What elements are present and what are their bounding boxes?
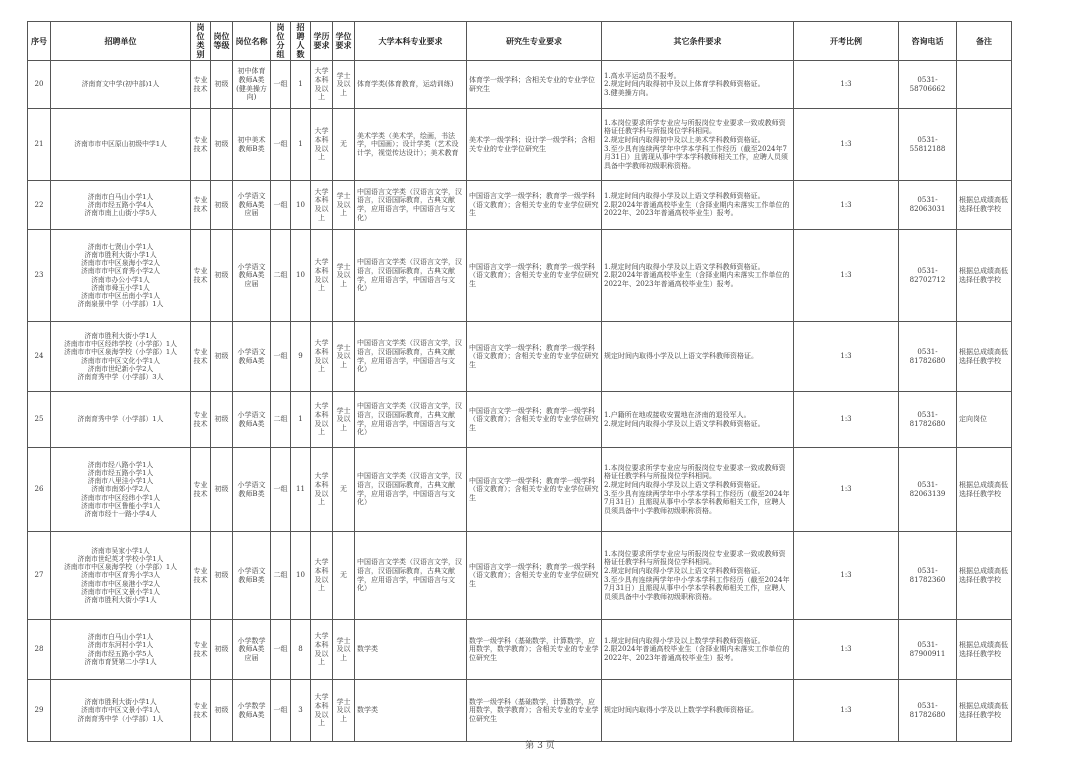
other-conditions-line: 1.本岗位要求所学专业应与所报岗位专业要求一致或教师资格证任教学科与所报岗位学科相同。 <box>604 463 786 481</box>
other-conditions-line: 3.健美操方向。 <box>604 88 653 97</box>
other-conditions <box>602 448 794 532</box>
recruiting-units <box>51 620 191 680</box>
exam-ratio: 1:3 <box>794 680 899 742</box>
undergraduate-majors: 中国语言文学类（汉语言文学，汉语言，汉语国际教育，古典文献学，应用语言学，中国语言与文化） <box>355 448 467 532</box>
other-conditions <box>602 680 794 742</box>
post-level: 初级 <box>211 230 233 322</box>
exam-ratio: 1:3 <box>794 230 899 322</box>
col-header: 备注 <box>957 22 1012 61</box>
contact-phone: 0531-81782680 <box>899 392 957 448</box>
contact-phone: 0531-82063031 <box>899 181 957 230</box>
remarks: 根据总成绩高低选择任教学校 <box>957 680 1012 742</box>
row-number: 21 <box>28 109 51 181</box>
degree-requirement: 学士及以上 <box>333 61 355 109</box>
post-level: 初级 <box>211 392 233 448</box>
other-conditions-line: 1.规定时间内取得小学及以上数学学科教师资格证。 <box>604 636 765 645</box>
exam-ratio: 1:3 <box>794 109 899 181</box>
recruiting-units-line: 济南市市中区育秀小学2人 <box>80 267 161 276</box>
degree-requirement: 学士及以上 <box>333 230 355 322</box>
page-number: 第 3 页 <box>525 741 555 751</box>
remarks: 根据总成绩高低选择任教学校 <box>957 620 1012 680</box>
recruiting-units-line: 济南市白马山小学1人 <box>87 192 154 201</box>
other-conditions <box>602 230 794 322</box>
remarks: 根据总成绩高低选择任教学校 <box>957 448 1012 532</box>
contact-phone: 0531-81782360 <box>899 532 957 620</box>
hire-count: 9 <box>291 322 311 392</box>
post-group: 二组 <box>271 532 291 620</box>
recruiting-units-line: 济南市市中区文景小学1人 <box>80 706 161 715</box>
row-number: 24 <box>28 322 51 392</box>
recruiting-units-line: 济南市市中区育秀小学3人 <box>80 571 161 580</box>
recruiting-units-line: 济南市舜玉小学1人 <box>91 283 150 292</box>
other-conditions <box>602 532 794 620</box>
row-number: 28 <box>28 620 51 680</box>
other-conditions <box>602 61 794 109</box>
header-row <box>28 22 1012 61</box>
table-row <box>28 532 1012 620</box>
remarks <box>957 61 1012 109</box>
remarks <box>957 109 1012 181</box>
recruitment-table <box>27 21 1012 742</box>
recruiting-units-line: 济南市市中区泉港小学2人 <box>80 579 161 588</box>
undergraduate-majors: 体育学类(体育教育，运动训练) <box>355 61 467 109</box>
remarks: 根据总成绩高低选择任教学校 <box>957 532 1012 620</box>
other-conditions-line: 1.户籍所在地或接收安置地在济南的退役军人。 <box>604 410 751 419</box>
degree-requirement: 无 <box>333 448 355 532</box>
table-row <box>28 322 1012 392</box>
other-conditions <box>602 322 794 392</box>
post-name: 初中体育教师A类(健美操方向) <box>233 61 271 109</box>
recruiting-units-line: 济南泉景中学（小学部）1人 <box>77 300 164 309</box>
recruiting-units-line: 济南市市中区岳南小学1人 <box>80 291 161 300</box>
col-header: 岗位等级 <box>211 22 233 61</box>
recruiting-units-line: 济南市东河村小学1人 <box>87 641 154 650</box>
other-conditions-line: 2.限2024年普通高校毕业生（含择业期内未落实工作单位的2022年、2023年普通高校毕业生）报考。 <box>604 200 790 218</box>
col-header: 其它条件要求 <box>602 22 794 61</box>
recruiting-units <box>51 181 191 230</box>
hire-count: 3 <box>291 680 311 742</box>
recruiting-units-line: 济南市胜利大街小学1人 <box>84 698 157 707</box>
undergraduate-majors: 数学类 <box>355 680 467 742</box>
recruiting-units-line: 济南市经五路小学4人 <box>87 200 154 209</box>
recruiting-units-line: 济南育秀中学（小学部）1人 <box>77 415 164 424</box>
recruiting-units-line: 济南市市中区经纬小学1人 <box>80 493 161 502</box>
graduate-majors: 中国语言文学一级学科；教育学一级学科（语文教育）；含相关专业的专业学位研究生 <box>467 230 602 322</box>
post-name: 小学语文教师B类 <box>233 448 271 532</box>
other-conditions-line: 3.至少具有连续两学年中小学本学科工作经历（截至2024年7月31日）且需现从事中小学本学科教师相关工作，应聘人员须具备中小学教师初级职称资格。 <box>604 575 790 601</box>
table-row <box>28 680 1012 742</box>
recruiting-units-line: 济南育文中学(初中部)1人 <box>81 80 160 89</box>
other-conditions-line: 1.本岗位要求所学专业应与所报岗位专业要求一致或教师资格证任教学科与所报岗位学科相同。 <box>604 549 786 567</box>
other-conditions-line: 规定时间内取得小学及以上数学学科教师资格证。 <box>604 706 758 715</box>
col-header: 岗位类别 <box>191 22 211 61</box>
other-conditions-line: 2.规定时间内取得初中及以上美术学科教师资格证。 <box>604 135 765 144</box>
post-level: 初级 <box>211 532 233 620</box>
graduate-majors: 中国语言文学一级学科；教育学一级学科（语文教育）；含相关专业的专业学位研究生 <box>467 532 602 620</box>
recruiting-units <box>51 322 191 392</box>
col-header: 学历要求 <box>311 22 333 61</box>
post-category: 专业技术 <box>191 181 211 230</box>
post-name: 小学语文教师A类 <box>233 392 271 448</box>
recruiting-units-line: 济南市经十一路小学4人 <box>84 510 157 518</box>
exam-ratio: 1:3 <box>794 61 899 109</box>
recruiting-units-line: 济南市市中区泉海小学2人 <box>80 259 161 268</box>
post-category: 专业技术 <box>191 230 211 322</box>
education-requirement: 大学本科及以上 <box>311 392 333 448</box>
col-header: 学位要求 <box>333 22 355 61</box>
table-row <box>28 109 1012 181</box>
exam-ratio: 1:3 <box>794 532 899 620</box>
post-category: 专业技术 <box>191 392 211 448</box>
post-group: 二组 <box>271 230 291 322</box>
remarks: 根据总成绩高低选择任教学校 <box>957 322 1012 392</box>
other-conditions-line: 规定时间内取得小学及以上语文学科教师资格证。 <box>604 352 758 361</box>
degree-requirement: 学士及以上 <box>333 680 355 742</box>
recruiting-units-line: 济南市市中区文化小学1人 <box>80 356 161 365</box>
degree-requirement: 学士及以上 <box>333 392 355 448</box>
education-requirement: 大学本科及以上 <box>311 680 333 742</box>
other-conditions-line: 2.限2024年普通高校毕业生（含择业期内未落实工作单位的2022年、2023年普通高校毕业生）报考。 <box>604 271 790 288</box>
row-number: 26 <box>28 448 51 532</box>
exam-ratio: 1:3 <box>794 392 899 448</box>
exam-ratio: 1:3 <box>794 620 899 680</box>
graduate-majors: 中国语言文学一级学科；教育学一级学科（语文教育）；含相关专业的专业学位研究生 <box>467 448 602 532</box>
education-requirement: 大学本科及以上 <box>311 61 333 109</box>
row-number: 20 <box>28 61 51 109</box>
post-level: 初级 <box>211 61 233 109</box>
graduate-majors: 体育学一级学科；含相关专业的专业学位研究生 <box>467 61 602 109</box>
post-group: 一组 <box>271 181 291 230</box>
post-group: 一组 <box>271 109 291 181</box>
post-name: 小学数学教师A类 <box>233 680 271 742</box>
post-name: 初中美术教师B类 <box>233 109 271 181</box>
recruiting-units <box>51 680 191 742</box>
row-number: 25 <box>28 392 51 448</box>
post-group: 一组 <box>271 680 291 742</box>
contact-phone: 0531-87900911 <box>899 620 957 680</box>
other-conditions <box>602 392 794 448</box>
undergraduate-majors: 美术学类（美术学，绘画，书法学，中国画）；设计学类（艺术设计学，视觉传达设计）；美术教育 <box>355 109 467 181</box>
education-requirement: 大学本科及以上 <box>311 448 333 532</box>
hire-count: 10 <box>291 230 311 322</box>
exam-ratio: 1:3 <box>794 181 899 230</box>
hire-count: 1 <box>291 109 311 181</box>
other-conditions <box>602 181 794 230</box>
recruiting-units <box>51 448 191 532</box>
post-level: 初级 <box>211 109 233 181</box>
other-conditions-line: 1.本岗位要求所学专业应与所报岗位专业要求一致或教师资格证任教学科与所报岗位学科相同。 <box>604 118 786 136</box>
contact-phone: 0531-82063139 <box>899 448 957 532</box>
other-conditions-line: 2.规定时间内取得小学及以上语文学科教师资格证。 <box>604 480 765 489</box>
col-header: 岗位名称 <box>233 22 271 61</box>
recruiting-units-line: 济南市吴家小学1人 <box>91 546 150 555</box>
recruiting-units <box>51 230 191 322</box>
degree-requirement: 无 <box>333 109 355 181</box>
other-conditions <box>602 109 794 181</box>
degree-requirement: 无 <box>333 532 355 620</box>
undergraduate-majors: 中国语言文学类（汉语言文学，汉语言，汉语国际教育，古典文献学，应用语言学，中国语言与文化） <box>355 181 467 230</box>
recruiting-units-line: 济南市市中区原山初级中学1人 <box>74 140 167 149</box>
post-name: 小学语文教师A类应届 <box>233 230 271 322</box>
post-level: 初级 <box>211 620 233 680</box>
contact-phone: 0531-55812188 <box>899 109 957 181</box>
col-header: 招聘人数 <box>291 22 311 61</box>
graduate-majors: 美术学一级学科；设计学一级学科；含相关专业的专业学位研究生 <box>467 109 602 181</box>
recruiting-units <box>51 61 191 109</box>
col-header: 大学本科专业要求 <box>355 22 467 61</box>
hire-count: 10 <box>291 532 311 620</box>
degree-requirement: 学士及以上 <box>333 181 355 230</box>
other-conditions-line: 3.至少具有连续两学年中小学本学科工作经历（截至2024年7月31日）且需现从事中小学本学科教师相关工作，应聘人员须具备中小学教师初级职称资格。 <box>604 489 790 515</box>
post-group: 一组 <box>271 61 291 109</box>
recruiting-units-line: 济南市八里洼小学1人 <box>87 477 154 486</box>
row-number: 29 <box>28 680 51 742</box>
post-category: 专业技术 <box>191 61 211 109</box>
recruiting-units-line: 济南市南郊小学2人 <box>91 485 150 494</box>
recruiting-units-line: 济南市经五路小学1人 <box>87 468 154 477</box>
contact-phone: 0531-58706662 <box>899 61 957 109</box>
post-level: 初级 <box>211 181 233 230</box>
graduate-majors: 中国语言文学一级学科；教育学一级学科（语文教育）；含相关专业的专业学位研究生 <box>467 181 602 230</box>
recruiting-units-line: 济南市七贤山小学1人 <box>87 242 154 251</box>
hire-count: 1 <box>291 392 311 448</box>
contact-phone: 0531-81782680 <box>899 322 957 392</box>
remarks: 根据总成绩高低选择任教学校 <box>957 181 1012 230</box>
recruiting-units-line: 济南市世纪新小学2人 <box>87 364 154 373</box>
education-requirement: 大学本科及以上 <box>311 532 333 620</box>
contact-phone: 0531-82702712 <box>899 230 957 322</box>
post-category: 专业技术 <box>191 532 211 620</box>
education-requirement: 大学本科及以上 <box>311 230 333 322</box>
other-conditions-line: 3.至少具有连续两学年中学本学科工作经历（截至2024年7月31日）且需现从事中学本学科教师相关工作，应聘人员须具备中学教师初级职称资格。 <box>604 144 788 170</box>
table-row <box>28 230 1012 322</box>
hire-count: 8 <box>291 620 311 680</box>
post-level: 初级 <box>211 680 233 742</box>
recruiting-units-line: 济南市胜利大街小学1人 <box>84 596 157 604</box>
row-number: 27 <box>28 532 51 620</box>
undergraduate-majors: 数学类 <box>355 620 467 680</box>
remarks: 根据总成绩高低选择任教学校 <box>957 230 1012 322</box>
post-name: 小学语文教师A类应届 <box>233 181 271 230</box>
exam-ratio: 1:3 <box>794 448 899 532</box>
recruiting-units <box>51 392 191 448</box>
recruiting-units-line: 济南市市中区泉海学校（小学部）1人 <box>63 563 178 572</box>
col-header: 研究生专业要求 <box>467 22 602 61</box>
post-category: 专业技术 <box>191 680 211 742</box>
recruiting-units-line: 济南市育贤第二小学1人 <box>84 657 157 666</box>
recruiting-units-line: 济南市胜利大街小学1人 <box>84 331 157 340</box>
other-conditions-line: 1.高水平运动员不报考。 <box>604 71 681 80</box>
exam-ratio: 1:3 <box>794 322 899 392</box>
hire-count: 11 <box>291 448 311 532</box>
post-group: 一组 <box>271 448 291 532</box>
contact-phone: 0531-81782680 <box>899 680 957 742</box>
degree-requirement: 学士及以上 <box>333 322 355 392</box>
recruiting-units-line: 济南市市中区泉海学校（小学部）1人 <box>63 348 178 357</box>
post-name: 小学数学教师A类应届 <box>233 620 271 680</box>
other-conditions-line: 1.规定时间内取得小学及以上语文学科教师资格证。 <box>604 192 765 201</box>
recruiting-units-line: 济南市办公小学1人 <box>91 275 150 284</box>
recruiting-units-line: 济南市经八路小学1人 <box>87 460 154 469</box>
graduate-majors: 数学一级学科（基础数学，计算数学，应用数学，数学教育）；含相关专业的专业学位研究生 <box>467 620 602 680</box>
post-group: 二组 <box>271 392 291 448</box>
recruiting-units-line: 济南市南上山街小学5人 <box>84 209 157 218</box>
post-category: 专业技术 <box>191 620 211 680</box>
recruiting-units-line: 济南育秀中学（小学部）3人 <box>77 372 164 381</box>
row-number: 23 <box>28 230 51 322</box>
recruiting-units <box>51 109 191 181</box>
hire-count: 10 <box>291 181 311 230</box>
recruiting-units-line: 济南市世纪英才学校小学1人 <box>77 554 164 563</box>
recruiting-units-line: 济南市市中区文景小学1人 <box>80 587 161 596</box>
table-row <box>28 448 1012 532</box>
post-name: 小学语文教师B类 <box>233 532 271 620</box>
table-row <box>28 620 1012 680</box>
post-name: 小学语文教师A类 <box>233 322 271 392</box>
other-conditions-line: 2.规定时间内取得初中及以上体育学科教师资格证。 <box>604 80 765 89</box>
graduate-majors: 中国语言文学一级学科；教育学一级学科（语文教育）；含相关专业的专业学位研究生 <box>467 322 602 392</box>
recruiting-units-line: 济南市胜利大街小学1人 <box>84 250 157 259</box>
recruiting-units-line: 济南育秀中学（小学部）1人 <box>77 714 164 723</box>
table-row <box>28 61 1012 109</box>
other-conditions-line: 2.规定时间内取得小学及以上语文学科教师资格证。 <box>604 566 765 575</box>
post-category: 专业技术 <box>191 448 211 532</box>
col-header: 序号 <box>28 22 51 61</box>
col-header: 开考比例 <box>794 22 899 61</box>
post-level: 初级 <box>211 322 233 392</box>
post-category: 专业技术 <box>191 322 211 392</box>
other-conditions-line: 2.限2024年普通高校毕业生（含择业期内未落实工作单位的2022年、2023年普通高校毕业生）报考。 <box>604 645 790 662</box>
graduate-majors: 中国语言文学一级学科；教育学一级学科（语文教育）；含相关专业的专业学位研究生 <box>467 392 602 448</box>
post-group: 一组 <box>271 322 291 392</box>
other-conditions-line: 1.规定时间内取得小学及以上语文学科教师资格证。 <box>604 262 765 271</box>
post-category: 专业技术 <box>191 109 211 181</box>
col-header: 咨询电话 <box>899 22 957 61</box>
recruiting-units-line: 济南市市中区鲁能小学1人 <box>80 501 161 510</box>
education-requirement: 大学本科及以上 <box>311 620 333 680</box>
undergraduate-majors: 中国语言文学类（汉语言文学，汉语言，汉语国际教育，古典文献学，应用语言学，中国语言与文化） <box>355 322 467 392</box>
recruiting-units-line: 济南市白马山小学1人 <box>87 633 154 642</box>
row-number: 22 <box>28 181 51 230</box>
remarks: 定向岗位 <box>957 392 1012 448</box>
col-header: 招聘单位 <box>51 22 191 61</box>
table-row <box>28 392 1012 448</box>
table-row <box>28 181 1012 230</box>
recruiting-units-line: 济南市经五路小学5人 <box>87 649 154 658</box>
education-requirement: 大学本科及以上 <box>311 322 333 392</box>
other-conditions <box>602 620 794 680</box>
hire-count: 1 <box>291 61 311 109</box>
post-group: 一组 <box>271 620 291 680</box>
recruiting-units <box>51 532 191 620</box>
degree-requirement: 学士及以上 <box>333 620 355 680</box>
education-requirement: 大学本科及以上 <box>311 181 333 230</box>
undergraduate-majors: 中国语言文学类（汉语言文学，汉语言，汉语国际教育，古典文献学，应用语言学，中国语言与文化） <box>355 230 467 322</box>
post-level: 初级 <box>211 448 233 532</box>
undergraduate-majors: 中国语言文学类（汉语言文学，汉语言，汉语国际教育，古典文献学，应用语言学，中国语言与文化） <box>355 392 467 448</box>
graduate-majors: 数学一级学科（基础数学，计算数学，应用数学，数学教育）；含相关专业的专业学位研究生 <box>467 680 602 742</box>
undergraduate-majors: 中国语言文学类（汉语言文学，汉语言，汉语国际教育，古典文献学，应用语言学，中国语言与文化） <box>355 532 467 620</box>
recruiting-units-line: 济南市市中区经纬学校（小学部）1人 <box>63 340 178 349</box>
education-requirement: 大学本科及以上 <box>311 109 333 181</box>
other-conditions-line: 2.规定时间内取得小学及以上语文学科教师资格证。 <box>604 419 765 428</box>
col-header: 岗位分组 <box>271 22 291 61</box>
